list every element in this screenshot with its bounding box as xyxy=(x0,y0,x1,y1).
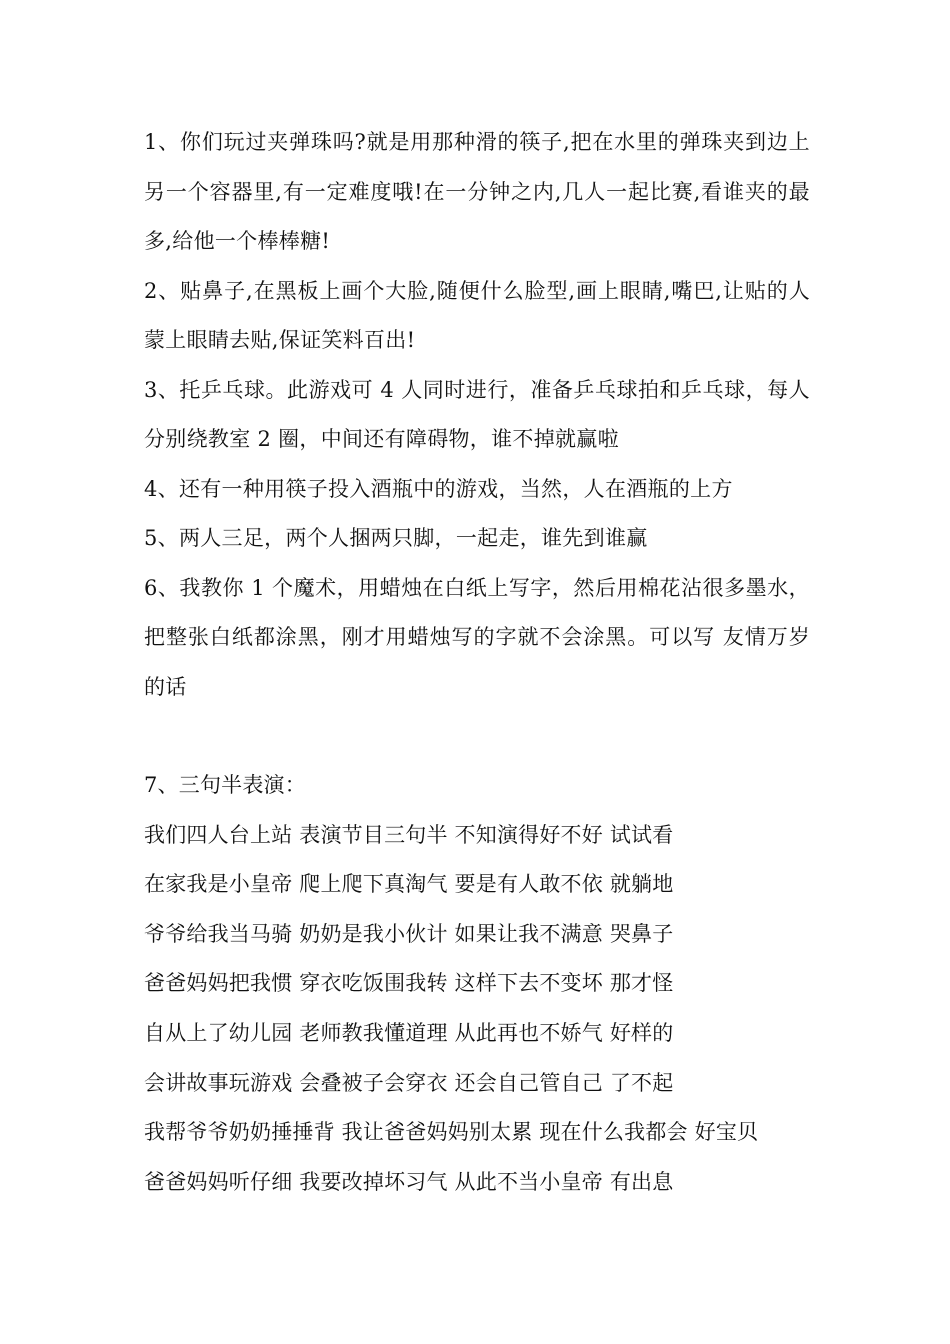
game-item-2: 2、贴鼻子,在黑板上画个大脸,随便什么脸型,画上眼睛,嘴巴,让贴的人蒙上眼睛去贴,保证笑料百出! xyxy=(144,278,810,352)
poem-line: 我们四人台上站 表演节目三句半 不知演得好不好 试试看 xyxy=(144,822,674,847)
poem-line: 爷爷给我当马骑 奶奶是我小伙计 如果让我不满意 哭鼻子 xyxy=(144,921,674,946)
blank-line xyxy=(144,712,810,761)
poem-line: 爸爸妈妈听仔细 我要改掉坏习气 从此不当小皇帝 有出息 xyxy=(144,1169,674,1194)
poem-line: 会讲故事玩游戏 会叠被子会穿衣 还会自己管自己 了不起 xyxy=(144,1070,674,1095)
game-item-6: 6、我教你 1 个魔术，用蜡烛在白纸上写字，然后用棉花沾很多墨水，把整张白纸都涂黑，刚才用蜡烛写的字就不会涂黑。可以写 友情万岁 的话 xyxy=(144,575,810,699)
poem-line: 我帮爷爷奶奶捶捶背 我让爸爸妈妈别太累 现在什么我都会 好宝贝 xyxy=(144,1120,759,1145)
game-item-5: 5、两人三足，两个人捆两只脚，一起走，谁先到谁赢 xyxy=(144,526,648,550)
poem-line: 爸爸妈妈把我惯 穿衣吃饭围我转 这样下去不变坏 那才怪 xyxy=(144,971,674,996)
game-item-1: 1、你们玩过夹弹珠吗?就是用那种滑的筷子,把在水里的弹珠夹到边上另一个容器里,有一定难度哦!在一分钟之内,几人一起比赛,看谁夹的最多,给他一个棒棒糖! xyxy=(144,130,810,253)
performance-title: 7、三句半表演： xyxy=(144,773,306,797)
game-item-3: 3、托乒乓球。此游戏可 4 人同时进行，准备乒乓球拍和乒乓球，每人分别绕教室 2 圈，中间还有障碍物，谁不掉就赢啦 xyxy=(144,377,810,451)
poem-line: 在家我是小皇帝 爬上爬下真淘气 要是有人敢不依 就躺地 xyxy=(144,872,674,897)
document-body xyxy=(144,118,810,1207)
performance-section xyxy=(144,761,810,1207)
game-item-4: 4、还有一种用筷子投入酒瓶中的游戏，当然，人在酒瓶的上方 xyxy=(144,476,733,501)
poem-line: 自从上了幼儿园 老师教我懂道理 从此再也不娇气 好样的 xyxy=(144,1020,674,1045)
